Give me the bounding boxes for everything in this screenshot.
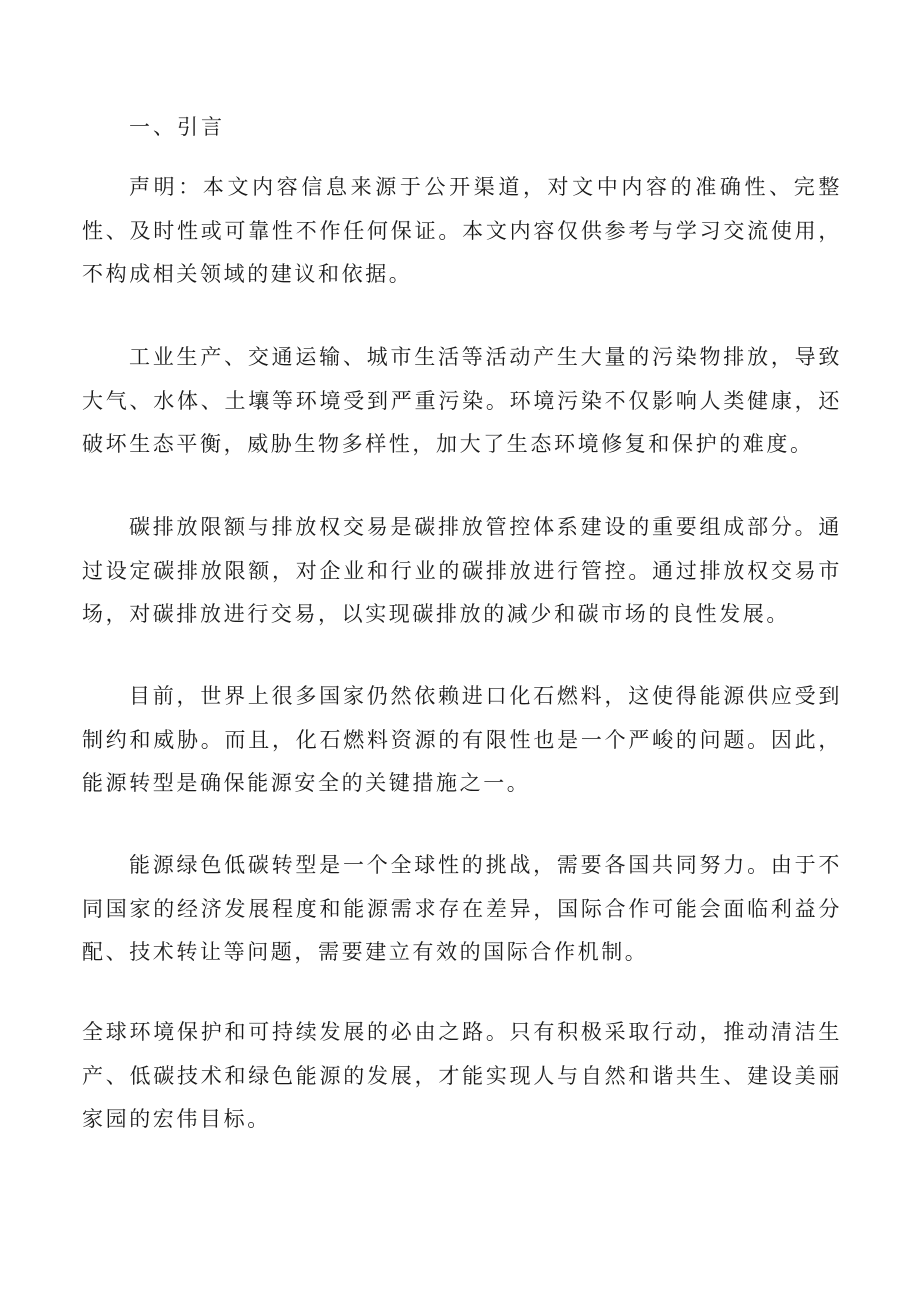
paragraph-disclaimer: 声明：本文内容信息来源于公开渠道，对文中内容的准确性、完整性、及时性或可靠性不作任何保证。本文内容仅供参考与学习交流使用，不构成相关领域的建议和依据。 (82, 175, 842, 286)
section-heading: 一、引言 (129, 115, 225, 139)
paragraph-conclusion: 全球环境保护和可持续发展的必由之路。只有积极采取行动，推动清洁生产、低碳技术和绿色能源的发展，才能实现人与自然和谐共生、建设美丽家园的宏伟目标。 (82, 1020, 842, 1131)
paragraph-global-challenge: 能源绿色低碳转型是一个全球性的挑战，需要各国共同努力。由于不同国家的经济发展程度和能源需求存在差异，国际合作可能会面临利益分配、技术转让等问题，需要建立有效的国际合作机制。 (82, 853, 842, 964)
paragraph-carbon-trading: 碳排放限额与排放权交易是碳排放管控体系建设的重要组成部分。通过设定碳排放限额，对企业和行业的碳排放进行管控。通过排放权交易市场，对碳排放进行交易，以实现碳排放的减少和碳市场的良性发展。 (82, 515, 842, 626)
paragraph-energy-security: 目前，世界上很多国家仍然依赖进口化石燃料，这使得能源供应受到制约和威胁。而且，化石燃料资源的有限性也是一个严峻的问题。因此，能源转型是确保能源安全的关键措施之一。 (82, 684, 842, 795)
paragraph-pollution: 工业生产、交通运输、城市生活等活动产生大量的污染物排放，导致大气、水体、土壤等环境受到严重污染。环境污染不仅影响人类健康，还破坏生态平衡，威胁生物多样性，加大了生态环境修复和保护的难度。 (82, 345, 842, 456)
